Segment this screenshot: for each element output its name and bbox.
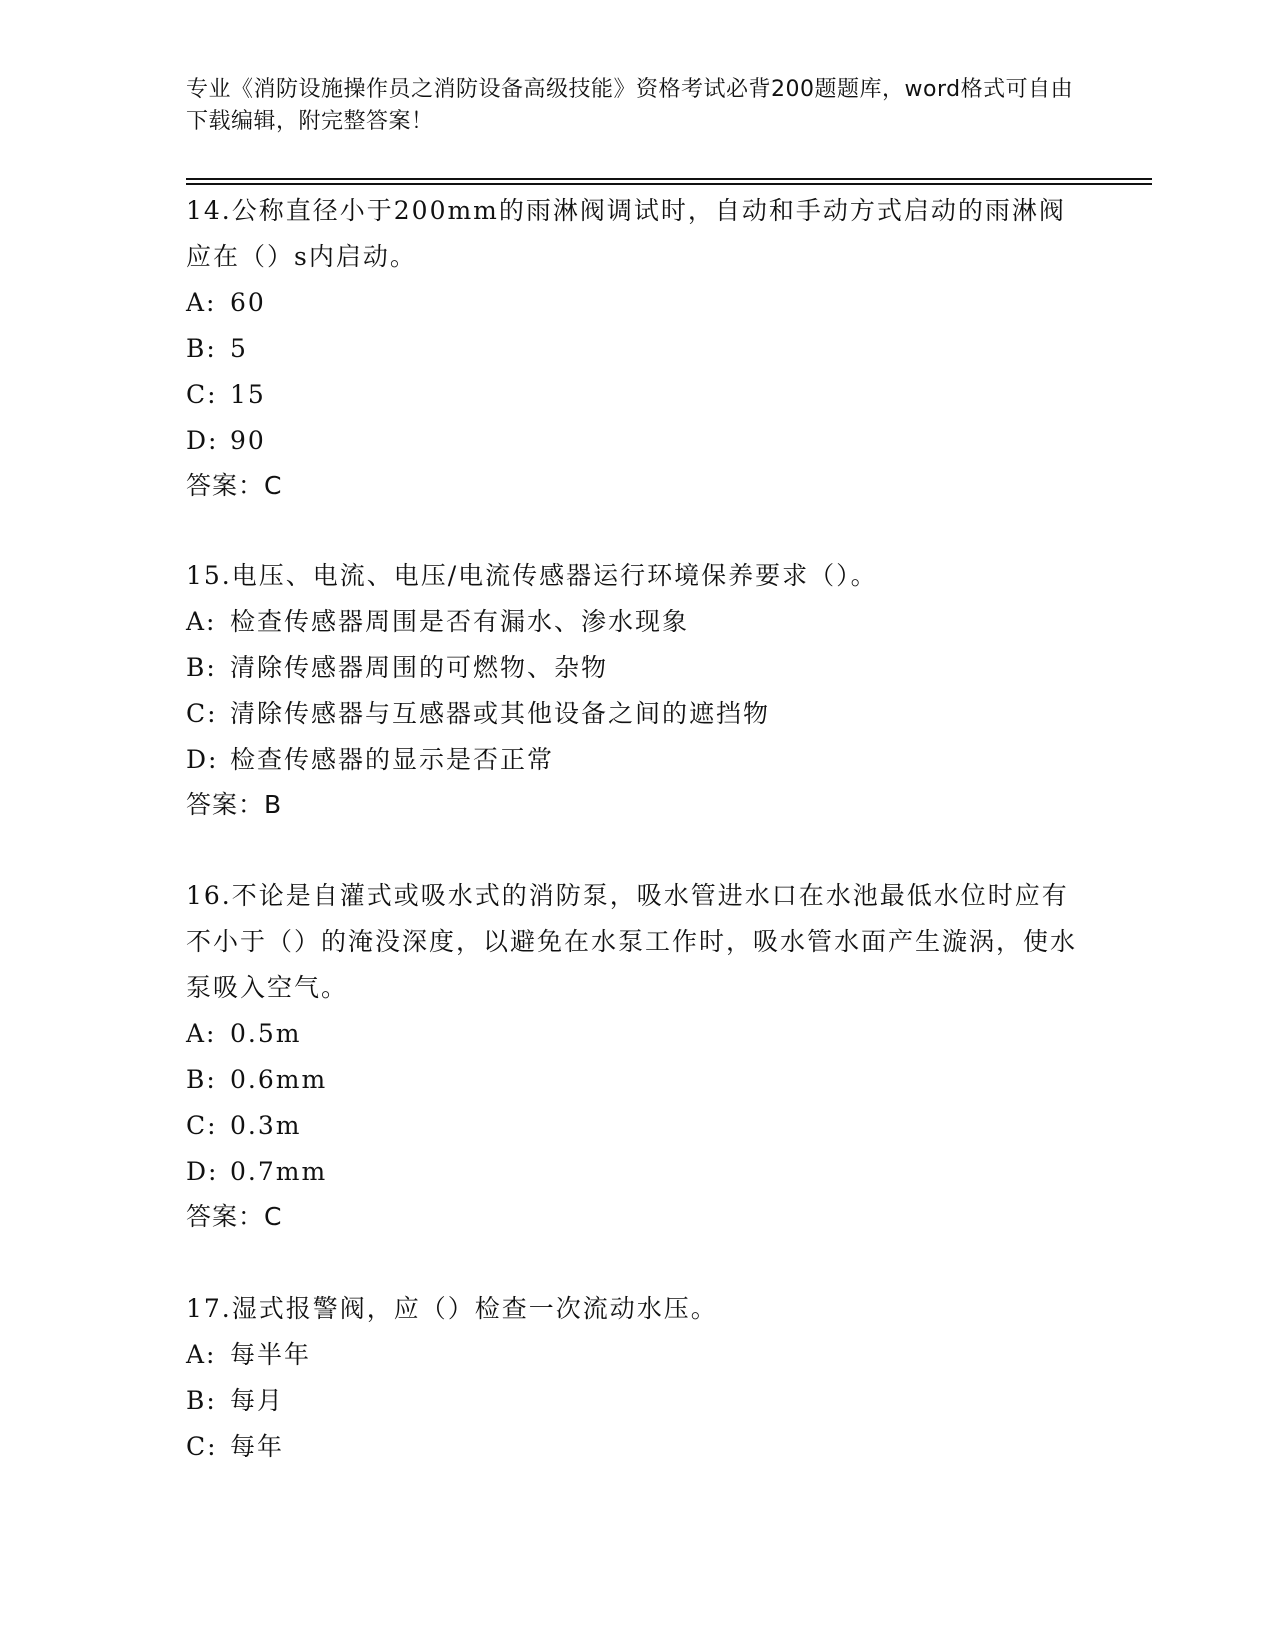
option-c [186, 1103, 1086, 1149]
option-text: 清除传感器与互感器或其他设备之间的遮挡物 [230, 699, 771, 728]
option-d [186, 1149, 1086, 1195]
option-letter: B: [186, 653, 217, 682]
option-text: 每月 [230, 1386, 285, 1415]
option-text: 检查传感器周围是否有漏水、渗水现象 [230, 607, 690, 636]
option-letter: C: [186, 380, 218, 409]
question-stem: 16.不论是自灌式或吸水式的消防泵，吸水管进水口在水池最低水位时应有不小于（）的淹没深度，以避免在水泵工作时，吸水管水面产生漩涡，使水泵吸入空气。 [186, 881, 1078, 1002]
option-b [186, 1378, 1086, 1424]
option-letter: A: [186, 288, 217, 317]
option-a [186, 1332, 1086, 1378]
question-17 [186, 1286, 1086, 1470]
option-a [186, 280, 1086, 326]
option-a [186, 1011, 1086, 1057]
option-letter: C: [186, 1432, 218, 1461]
option-letter: D: [186, 745, 219, 774]
option-text: 90 [230, 426, 266, 455]
option-a [186, 599, 1086, 645]
option-letter: B: [186, 334, 217, 363]
option-text: 清除传感器周围的可燃物、杂物 [230, 653, 609, 682]
answer-line: 答案：B [186, 790, 283, 819]
option-text: 检查传感器的显示是否正常 [230, 745, 555, 774]
question-15 [186, 553, 1086, 827]
option-text: 0.6mm [230, 1065, 328, 1094]
option-text: 每年 [230, 1432, 285, 1461]
question-stem: 14.公称直径小于200mm的雨淋阀调试时，自动和手动方式启动的雨淋阀应在（）s内启动。 [186, 196, 1066, 271]
option-letter: B: [186, 1065, 217, 1094]
option-text: 0.3m [230, 1111, 302, 1140]
option-text: 0.5m [230, 1019, 302, 1048]
option-letter: D: [186, 1157, 219, 1186]
question-stem: 15.电压、电流、电压/电流传感器运行环境保养要求（）。 [186, 561, 878, 590]
option-letter: B: [186, 1386, 217, 1415]
option-letter: A: [186, 1340, 217, 1369]
option-text: 60 [230, 288, 266, 317]
option-text: 0.7mm [230, 1157, 328, 1186]
option-c [186, 691, 1086, 737]
option-letter: A: [186, 1019, 217, 1048]
option-text: 15 [230, 380, 266, 409]
header-divider-top [186, 178, 1152, 180]
option-b [186, 1057, 1086, 1103]
option-c [186, 372, 1086, 418]
option-letter: C: [186, 1111, 218, 1140]
question-16 [186, 873, 1086, 1239]
document-header: 专业《消防设施操作员之消防设备高级技能》资格考试必背200题题库，word格式可自由下载编辑，附完整答案！ [186, 77, 1074, 134]
option-text: 5 [230, 334, 248, 363]
option-d [186, 418, 1086, 464]
option-b [186, 326, 1086, 372]
answer-line: 答案：C [186, 471, 283, 500]
question-stem: 17.湿式报警阀，应（）检查一次流动水压。 [186, 1294, 718, 1323]
option-b [186, 645, 1086, 691]
option-letter: A: [186, 607, 217, 636]
option-letter: C: [186, 699, 218, 728]
answer-line: 答案：C [186, 1202, 283, 1231]
option-c [186, 1424, 1086, 1470]
header-divider-bottom [186, 183, 1152, 185]
option-text: 每半年 [230, 1340, 312, 1369]
option-d [186, 737, 1086, 783]
option-letter: D: [186, 426, 219, 455]
question-14 [186, 188, 1086, 508]
